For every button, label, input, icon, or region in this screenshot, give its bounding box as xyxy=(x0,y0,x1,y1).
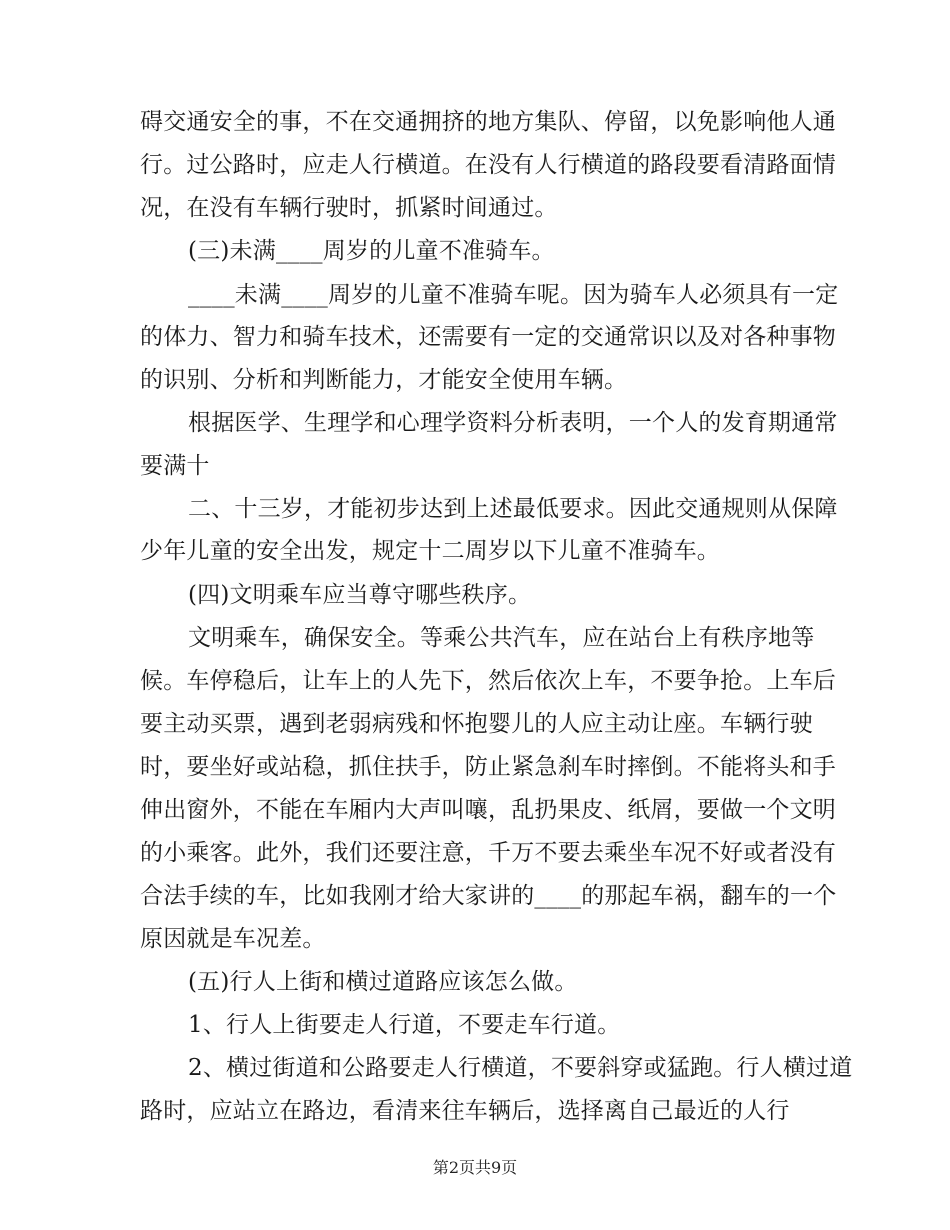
section-heading: (三)未满____周岁的儿童不准骑车。 xyxy=(188,238,555,264)
body-text-line: 二、十三岁，才能初步达到上述最低要求。因此交通规则从保障 xyxy=(188,496,838,522)
body-text-line: 时，要坐好或站稳，抓住扶手，防止紧急刹车时摔倒。不能将头和手 xyxy=(140,754,836,780)
body-text-line: 文明乘车，确保安全。等乘公共汽车，应在站台上有秩序地等 xyxy=(188,625,815,651)
section-heading: (五)行人上街和横过道路应该怎么做。 xyxy=(188,969,578,995)
list-item: 2、横过街道和公路要走人行横道，不要斜穿或猛跑。行人横过道 xyxy=(188,1055,853,1081)
body-text-line: 要满十 xyxy=(140,453,210,479)
body-text-line: 伸出窗外，不能在车厢内大声叫嚷，乱扔果皮、纸屑，要做一个文明 xyxy=(140,797,836,823)
body-text-line: 候。车停稳后，让车上的人先下，然后依次上车，不要争抢。上车后 xyxy=(140,668,836,694)
body-text-line: ____未满____周岁的儿童不准骑车呢。因为骑车人必须具有一定 xyxy=(188,282,839,308)
body-text-line: 的体力、智力和骑车技术，还需要有一定的交通常识以及对各种事物 xyxy=(140,324,836,350)
body-text-line: 路时，应站立在路边，看清来往车辆后，选择离自己最近的人行 xyxy=(140,1098,790,1124)
body-text-line: 根据医学、生理学和心理学资料分析表明，一个人的发育期通常 xyxy=(188,410,838,436)
body-text-line: 况，在没有车辆行驶时，抓紧时间通过。 xyxy=(140,195,558,221)
body-text-line: 少年儿童的安全出发，规定十二周岁以下儿童不准骑车。 xyxy=(140,538,720,564)
body-text-line: 的小乘客。此外，我们还要注意，千万不要去乘坐车况不好或者没有 xyxy=(140,840,836,866)
body-text-line: 要主动买票，遇到老弱病残和怀抱婴儿的人应主动让座。车辆行驶 xyxy=(140,711,813,737)
body-text-line: 合法手续的车，比如我刚才给大家讲的____的那起车祸，翻车的一个 xyxy=(140,883,837,909)
body-text-line: 碍交通安全的事，不在交通拥挤的地方集队、停留，以免影响他人通 xyxy=(140,109,836,135)
section-heading: (四)文明乘车应当尊守哪些秩序。 xyxy=(188,582,532,608)
body-text-line: 原因就是车况差。 xyxy=(140,926,326,952)
page-number-footer: 第2页共9页 xyxy=(432,1158,518,1177)
list-item: 1、行人上街要走人行道，不要走车行道。 xyxy=(188,1012,621,1038)
body-text-line: 的识别、分析和判断能力，才能安全使用车辆。 xyxy=(140,367,628,393)
body-text-line: 行。过公路时，应走人行横道。在没有人行横道的路段要看清路面情 xyxy=(140,152,836,178)
